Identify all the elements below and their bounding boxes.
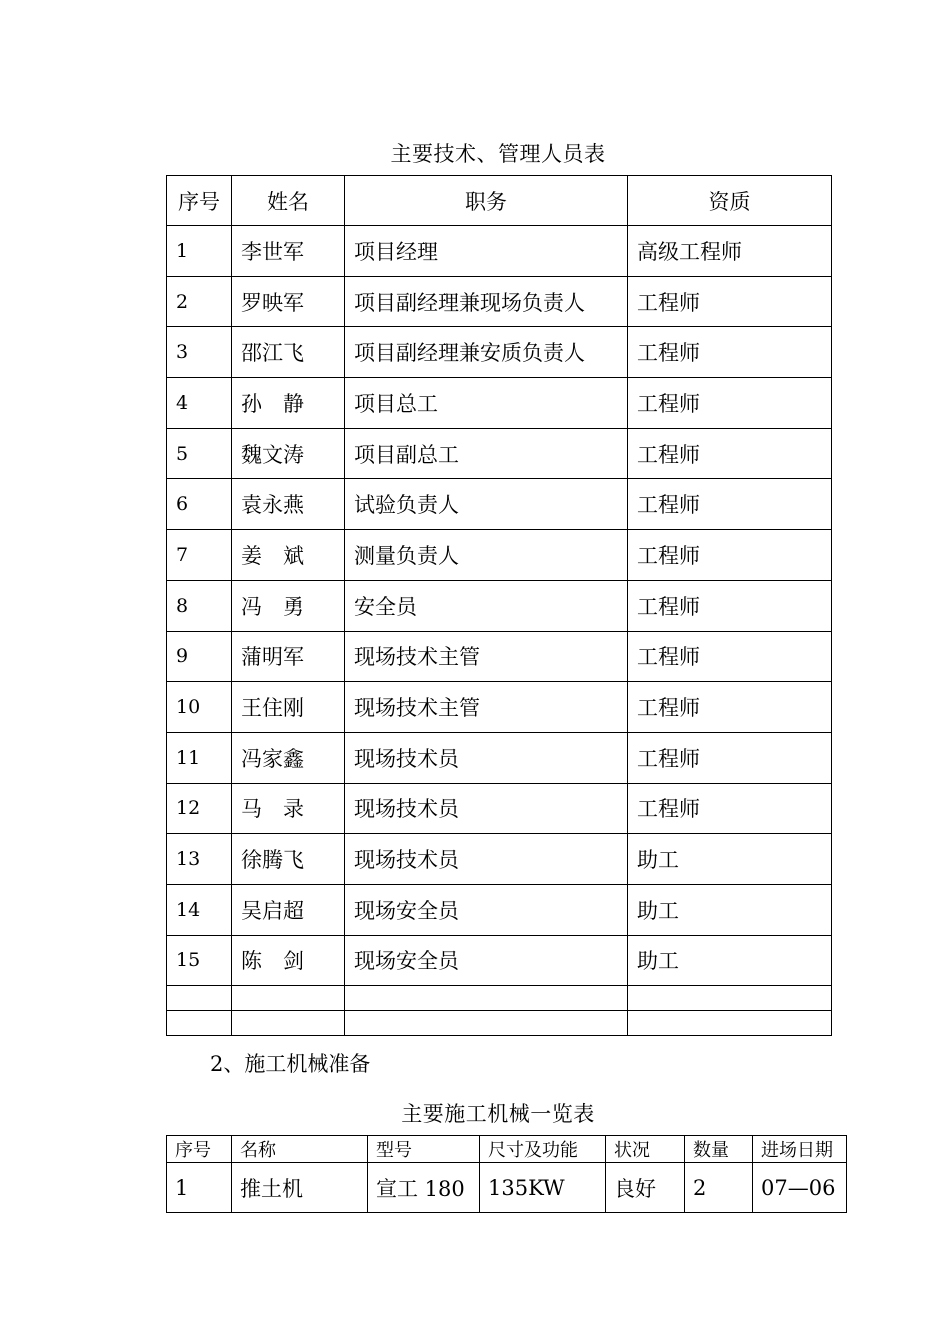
cell-seq: 5	[167, 428, 232, 479]
table-row	[167, 276, 832, 327]
empty-cell	[167, 1011, 232, 1036]
cell-qualification: 助工	[628, 935, 832, 986]
cell-name: 蒲明军	[232, 631, 345, 682]
cell-seq: 7	[167, 530, 232, 581]
cell-name: 袁永燕	[232, 479, 345, 530]
empty-cell	[232, 986, 345, 1011]
table-row	[167, 631, 832, 682]
cell-name: 冯家鑫	[232, 732, 345, 783]
header-cell-qualification: 资质	[628, 176, 832, 226]
empty-cell	[167, 986, 232, 1011]
cell-name: 姜 斌	[232, 530, 345, 581]
cell-qualification: 工程师	[628, 327, 832, 378]
cell-model: 宣工 180	[368, 1163, 480, 1213]
header-cell-seq: 序号	[167, 1136, 232, 1163]
cell-position: 项目副经理兼安质负责人	[345, 327, 628, 378]
table-row	[167, 378, 832, 429]
cell-name: 魏文涛	[232, 428, 345, 479]
cell-position: 项目副经理兼现场负责人	[345, 276, 628, 327]
cell-position: 现场安全员	[345, 884, 628, 935]
table-row	[167, 226, 832, 277]
table-row	[167, 580, 832, 631]
cell-seq: 1	[167, 1163, 232, 1213]
table-row	[167, 479, 832, 530]
cell-position: 现场技术员	[345, 834, 628, 885]
cell-seq: 14	[167, 884, 232, 935]
header-cell-model: 型号	[368, 1136, 480, 1163]
table-row	[167, 834, 832, 885]
table-row	[167, 428, 832, 479]
header-cell-position: 职务	[345, 176, 628, 226]
cell-qualification: 工程师	[628, 530, 832, 581]
table-row	[167, 884, 832, 935]
table-row	[167, 935, 832, 986]
cell-name: 李世军	[232, 226, 345, 277]
staff-table-header-row	[167, 176, 832, 226]
cell-name: 王住刚	[232, 682, 345, 733]
cell-name: 罗映军	[232, 276, 345, 327]
cell-condition: 良好	[606, 1163, 685, 1213]
cell-size-function: 135KW	[480, 1163, 606, 1213]
machine-table-header-row	[167, 1136, 847, 1163]
header-cell-name: 名称	[232, 1136, 368, 1163]
table-row	[167, 682, 832, 733]
cell-qualification: 工程师	[628, 479, 832, 530]
staff-table-title: 主要技术、管理人员表	[390, 142, 606, 166]
table-row	[167, 732, 832, 783]
empty-cell	[345, 986, 628, 1011]
cell-qualification: 工程师	[628, 378, 832, 429]
cell-name: 陈 剑	[232, 935, 345, 986]
cell-position: 现场安全员	[345, 935, 628, 986]
cell-qualification: 助工	[628, 834, 832, 885]
cell-name: 推土机	[232, 1163, 368, 1213]
empty-cell	[345, 1011, 628, 1036]
cell-seq: 9	[167, 631, 232, 682]
cell-position: 项目副总工	[345, 428, 628, 479]
header-cell-quantity: 数量	[685, 1136, 753, 1163]
cell-position: 项目总工	[345, 378, 628, 429]
cell-seq: 4	[167, 378, 232, 429]
cell-qualification: 工程师	[628, 682, 832, 733]
header-cell-condition: 状况	[606, 1136, 685, 1163]
cell-position: 项目经理	[345, 226, 628, 277]
cell-name: 孙 静	[232, 378, 345, 429]
cell-position: 现场技术主管	[345, 682, 628, 733]
cell-quantity: 2	[685, 1163, 753, 1213]
cell-qualification: 工程师	[628, 428, 832, 479]
cell-qualification: 工程师	[628, 783, 832, 834]
section-heading: 2、施工机械准备	[210, 1052, 371, 1076]
cell-seq: 12	[167, 783, 232, 834]
machine-table	[166, 1135, 847, 1213]
cell-name: 吴启超	[232, 884, 345, 935]
cell-position: 安全员	[345, 580, 628, 631]
empty-row	[167, 986, 832, 1011]
header-cell-name: 姓名	[232, 176, 345, 226]
cell-seq: 15	[167, 935, 232, 986]
cell-seq: 3	[167, 327, 232, 378]
cell-name: 马 录	[232, 783, 345, 834]
table-row	[167, 783, 832, 834]
cell-qualification: 工程师	[628, 631, 832, 682]
cell-name: 徐腾飞	[232, 834, 345, 885]
staff-table	[166, 175, 832, 1036]
cell-qualification: 工程师	[628, 276, 832, 327]
cell-qualification: 助工	[628, 884, 832, 935]
machine-table-title: 主要施工机械一览表	[401, 1102, 595, 1126]
cell-seq: 2	[167, 276, 232, 327]
cell-seq: 11	[167, 732, 232, 783]
empty-cell	[628, 986, 832, 1011]
cell-seq: 10	[167, 682, 232, 733]
cell-qualification: 工程师	[628, 580, 832, 631]
header-cell-entry-date: 进场日期	[753, 1136, 847, 1163]
empty-row	[167, 1011, 832, 1036]
cell-qualification: 工程师	[628, 732, 832, 783]
table-row	[167, 530, 832, 581]
cell-seq: 6	[167, 479, 232, 530]
empty-cell	[232, 1011, 345, 1036]
cell-position: 现场技术主管	[345, 631, 628, 682]
cell-position: 试验负责人	[345, 479, 628, 530]
table-row	[167, 327, 832, 378]
cell-qualification: 高级工程师	[628, 226, 832, 277]
cell-name: 邵江飞	[232, 327, 345, 378]
header-cell-size-function: 尺寸及功能	[480, 1136, 606, 1163]
header-cell-seq: 序号	[167, 176, 232, 226]
cell-position: 测量负责人	[345, 530, 628, 581]
cell-seq: 1	[167, 226, 232, 277]
table-row	[167, 1163, 847, 1213]
cell-seq: 8	[167, 580, 232, 631]
cell-name: 冯 勇	[232, 580, 345, 631]
empty-cell	[628, 1011, 832, 1036]
cell-seq: 13	[167, 834, 232, 885]
cell-position: 现场技术员	[345, 783, 628, 834]
cell-entry-date: 07—06	[753, 1163, 847, 1213]
cell-position: 现场技术员	[345, 732, 628, 783]
